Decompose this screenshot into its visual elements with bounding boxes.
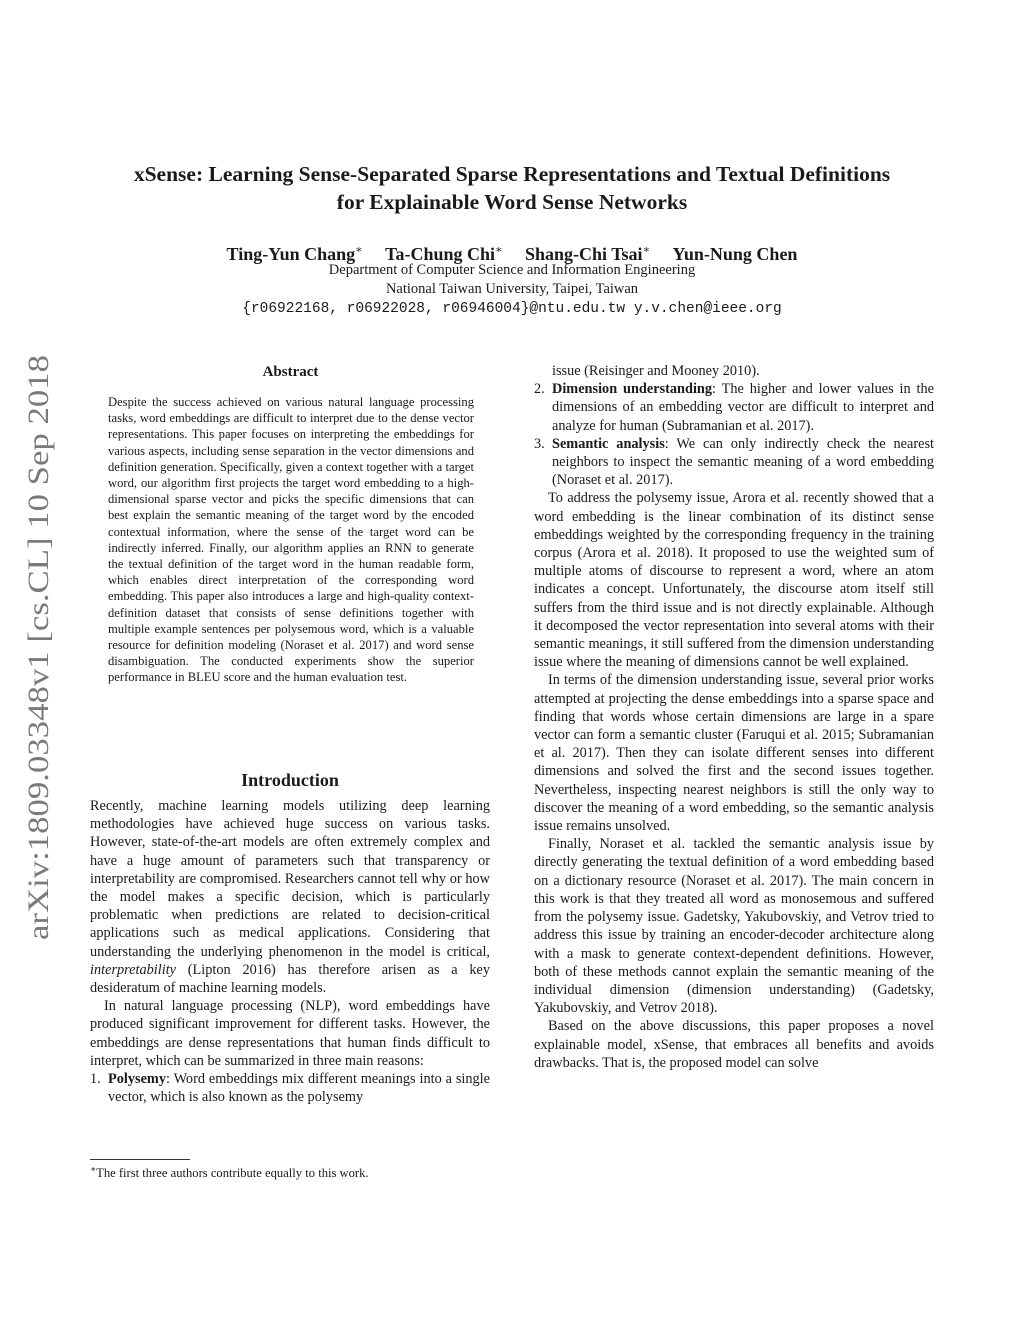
affiliation-university: National Taiwan University, Taipei, Taiwan bbox=[385, 281, 639, 297]
reason-item-1-text: : Word embeddings mix different meanings into a single vector, which is also known as the polysemy bbox=[108, 1071, 490, 1106]
reason-item-2-number: 2. bbox=[534, 381, 545, 398]
reason-item-1-number: 1. bbox=[90, 1071, 101, 1088]
reason-item-3-text: : We can only indirectly check the nearest neighbors to inspect the semantic meaning of a word embedding (Noraset et al. 2017). bbox=[552, 435, 934, 489]
paper-title-line-2: for Explainable Word Sense Networks bbox=[336, 190, 688, 214]
reason-item-1-term: Polysemy bbox=[108, 1071, 166, 1088]
intro-p1-text-a: Recently, machine learning models utilizing deep learning methodologies have achieved huge success on various tasks. However, state-of-the-art models are often extremely complex and have a huge amount of parameters such that transparency or interpretability are compromised. Researchers cannot tell why or how the model makes a specific decision, which is particularly problematic when predictions are related to decision-critical applications such as medical applications. Considering that understanding the underlying phenomenon in the model is critical, bbox=[90, 798, 490, 960]
arxiv-identifier-svg bbox=[18, 355, 58, 945]
reason-item-1-continued: issue (Reisinger and Mooney 2010). bbox=[552, 363, 760, 379]
paper-title-line-1: xSense: Learning Sense-Separated Sparse Representations and Textual Definitions bbox=[133, 162, 891, 186]
reason-item-1 bbox=[90, 1070, 490, 1106]
arxiv-identifier-text: arXiv:1809.03348v1 [cs.CL] 10 Sep 2018 bbox=[22, 435, 55, 940]
reasons-list-continued bbox=[534, 380, 934, 489]
right-paragraph-1: To address the polysemy issue, Arora et al. recently showed that a word embedding is the linear combination of its distinct sense embeddings weighted by the corresponding frequency in the training corpus (Arora et al. 2018). It proposed to use the weighted sum of multiple atoms of discourse to represent a word, where an atom indicates a concept. Unfortunately, the discourse atom itself still suffers from the third issue and is not directly explainable. Although it decomposed the vector representation into several atoms with their semantic meanings, it still suffered from the dimension understanding issue where the meaning of dimensions cannot be well explained. bbox=[534, 490, 934, 671]
author-1-mark: ∗ bbox=[355, 244, 363, 256]
footnote-mark: ∗ bbox=[90, 1164, 97, 1174]
affiliation-department: Department of Computer Science and Information Engineering bbox=[328, 262, 696, 278]
right-paragraph-4: Based on the above discussions, this paper proposes a novel explainable model, xSense, that embraces all benefits and avoids drawbacks. That is, the proposed model can solve bbox=[534, 1018, 934, 1071]
author-emails: {r06922168, r06922028, r06946004}@ntu.edu.tw y.v.chen@ieee.org bbox=[242, 301, 782, 317]
abstract-body bbox=[108, 394, 474, 686]
abstract-text: Despite the success achieved on various natural language processing tasks, word embeddings are difficult to interpret due to the dense vector representations. This paper focuses on interpreting the embeddings for various aspects, including sense separation in the vector dimensions and definition generation. Specifically, given a context together with a target word, our algorithm first projects the target word embedding to a high-dimensional sparse vector and picks the specific dimensions that can best explain the semantic meaning of the target word by the encoded contextual information, where the sense of the target word can be indirectly inferred. Finally, our algorithm applies an RNN to generate the textual definition of the target word in the human readable form, which enables direct interpretation of the corresponding word embedding. This paper also introduces a large and high-quality context-definition dataset that consists of sense definitions together with multiple example sentences per polysemous word, which is a valuable resource for definition modeling (Noraset et al. 2017) and word sense disambiguation. The conducted experiments show the superior performance in BLEU score and the human evaluation test. bbox=[108, 395, 474, 685]
intro-p1-text-b: (Lipton 2016) has therefore arisen as a key desideratum of machine learning models. bbox=[90, 961, 490, 997]
paper-title bbox=[80, 160, 944, 216]
reason-item-3-term: Semantic analysis bbox=[552, 435, 665, 452]
author-1-name: Ting-Yun Chang bbox=[226, 244, 356, 264]
introduction-heading: Introduction bbox=[241, 770, 339, 790]
intro-paragraph-1 bbox=[90, 797, 490, 997]
intro-p1-emphasis: interpretability bbox=[90, 961, 177, 978]
author-3-name: Shang-Chi Tsai bbox=[524, 244, 643, 264]
reason-item-2-term: Dimension understanding bbox=[552, 381, 713, 398]
right-paragraph-3: Finally, Noraset et al. tackled the semantic analysis issue by directly generating the textual definition of a word embedding based on a dictionary resource (Noraset et al. 2017). The main concern in this work is that they treated all word as monosemous and suffered from the polysemy issue. Gadetsky, Yakubovskiy, and Vetrov tried to address this issue by training an encoder-decoder architecture along with a mask to generate context-dependent definitions. However, both of these methods cannot explain the semantic meaning of the individual dimension (dimension understanding) (Gadetsky, Yakubovskiy, and Vetrov 2018). bbox=[534, 836, 934, 1017]
reason-item-2 bbox=[534, 380, 934, 435]
reason-item-3 bbox=[534, 435, 934, 490]
reason-item-2-text: : The higher and lower values in the dimensions of an embedding vector are difficult to interpret and analyze for human (Subramanian et al. 2017). bbox=[552, 381, 934, 434]
left-column bbox=[90, 797, 490, 1106]
author-3-mark: ∗ bbox=[642, 244, 651, 256]
author-2-mark: ∗ bbox=[495, 244, 503, 256]
author-2-name: Ta-Chung Chi bbox=[385, 244, 495, 264]
arxiv-identifier bbox=[18, 355, 58, 945]
footnote-rule bbox=[90, 1159, 190, 1160]
footnote bbox=[90, 1161, 490, 1181]
right-column bbox=[534, 362, 934, 1072]
intro-paragraph-2: In natural language processing (NLP), word embeddings have produced significant improvement for different tasks. However, the embeddings are dense representations that human finds difficult to interpret, which can be summarized in three main reasons: bbox=[90, 998, 490, 1069]
reason-item-3-number: 3. bbox=[534, 435, 545, 452]
abstract-heading: Abstract bbox=[262, 364, 319, 380]
author-4-name: Yun-Nung Chen bbox=[672, 244, 798, 264]
footnote-text: The first three authors contribute equally to this work. bbox=[96, 1166, 369, 1181]
reasons-list bbox=[90, 1070, 490, 1106]
affiliation bbox=[100, 261, 924, 320]
right-paragraph-2: In terms of the dimension understanding issue, several prior works attempted at projecting the dense embeddings into a sparse space and finding that words whose certain dimensions are large in a spare vector can form a semantic cluster (Faruqui et al. 2015; Subramanian et al. 2017). Then they can isolate different senses into different dimensions and solved the first and the second issues together. Nevertheless, inspecting nearest neighbors is still the only way to discover the meaning of a word embedding, so the semantic analysis issue remains unsolved. bbox=[534, 672, 934, 835]
